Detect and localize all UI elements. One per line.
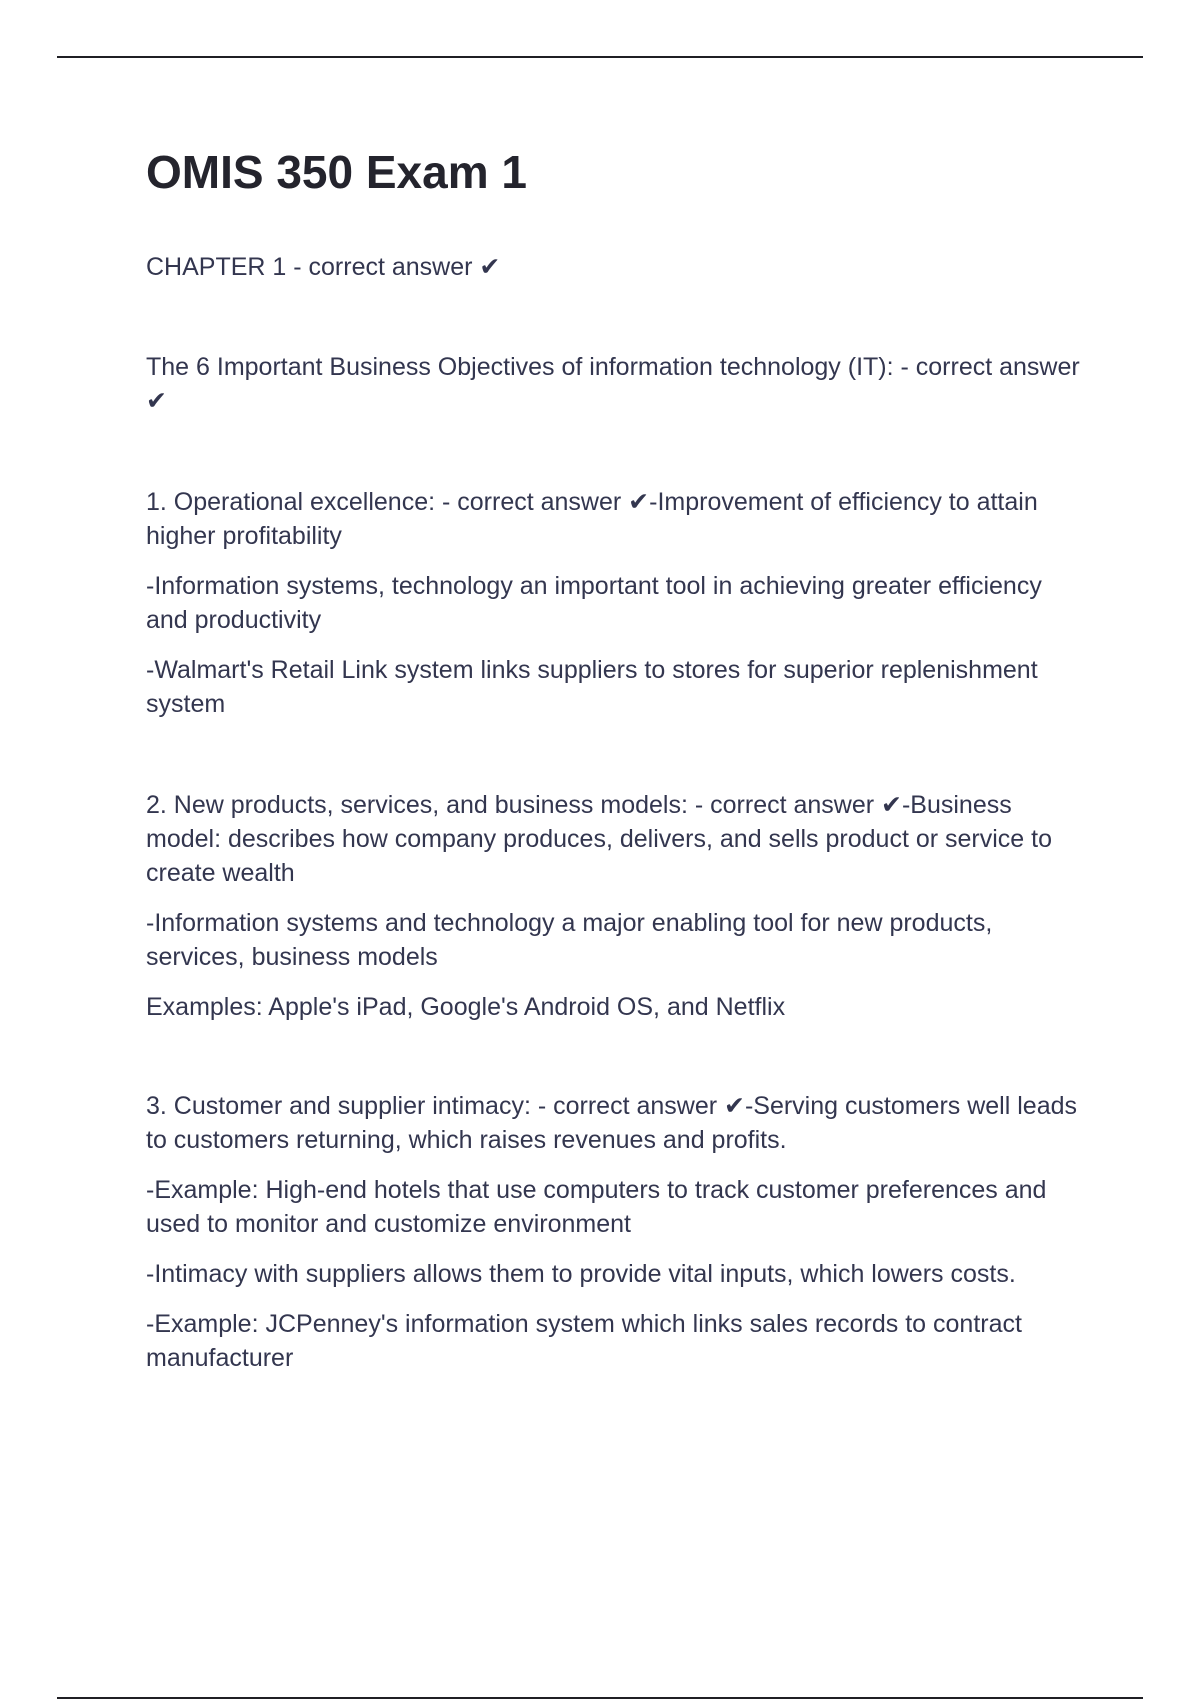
chapter-heading-block <box>146 250 1086 284</box>
objective-heading: 1. Operational excellence: - correct answer ✔-Improvement of efficiency to attain higher profitability <box>146 488 1038 550</box>
footer-rule <box>57 1697 1143 1699</box>
objective-heading: 2. New products, services, and business models: - correct answer ✔-Business model: describes how company produces, delivers, and sells product or service to create wealth <box>146 791 1052 887</box>
objective-1 <box>146 485 1086 721</box>
objective-point: -Walmart's Retail Link system links suppliers to stores for superior replenishment system <box>146 656 1038 718</box>
objective-point: -Information systems and technology a major enabling tool for new products, services, business models <box>146 909 993 971</box>
objective-3 <box>146 1089 1086 1375</box>
objective-2 <box>146 788 1086 1024</box>
header-rule <box>57 56 1143 58</box>
document-title: OMIS 350 Exam 1 <box>146 146 527 198</box>
intro-text: The 6 Important Business Objectives of information technology (IT): - correct answer ✔ <box>146 353 1080 415</box>
objective-point: -Information systems, technology an important tool in achieving greater efficiency and productivity <box>146 572 1042 634</box>
objective-point: -Example: JCPenney's information system which links sales records to contract manufacturer <box>146 1310 1022 1372</box>
objective-point: -Intimacy with suppliers allows them to provide vital inputs, which lowers costs. <box>146 1260 1016 1288</box>
chapter-heading: CHAPTER 1 - correct answer ✔ <box>146 253 501 281</box>
objective-point: Examples: Apple's iPad, Google's Android OS, and Netflix <box>146 993 786 1021</box>
objective-point: -Example: High-end hotels that use computers to track customer preferences and used to monitor and customize environment <box>146 1176 1047 1238</box>
intro-block <box>146 350 1086 418</box>
objective-heading: 3. Customer and supplier intimacy: - correct answer ✔-Serving customers well leads to customers returning, which raises revenues and profits. <box>146 1092 1078 1154</box>
